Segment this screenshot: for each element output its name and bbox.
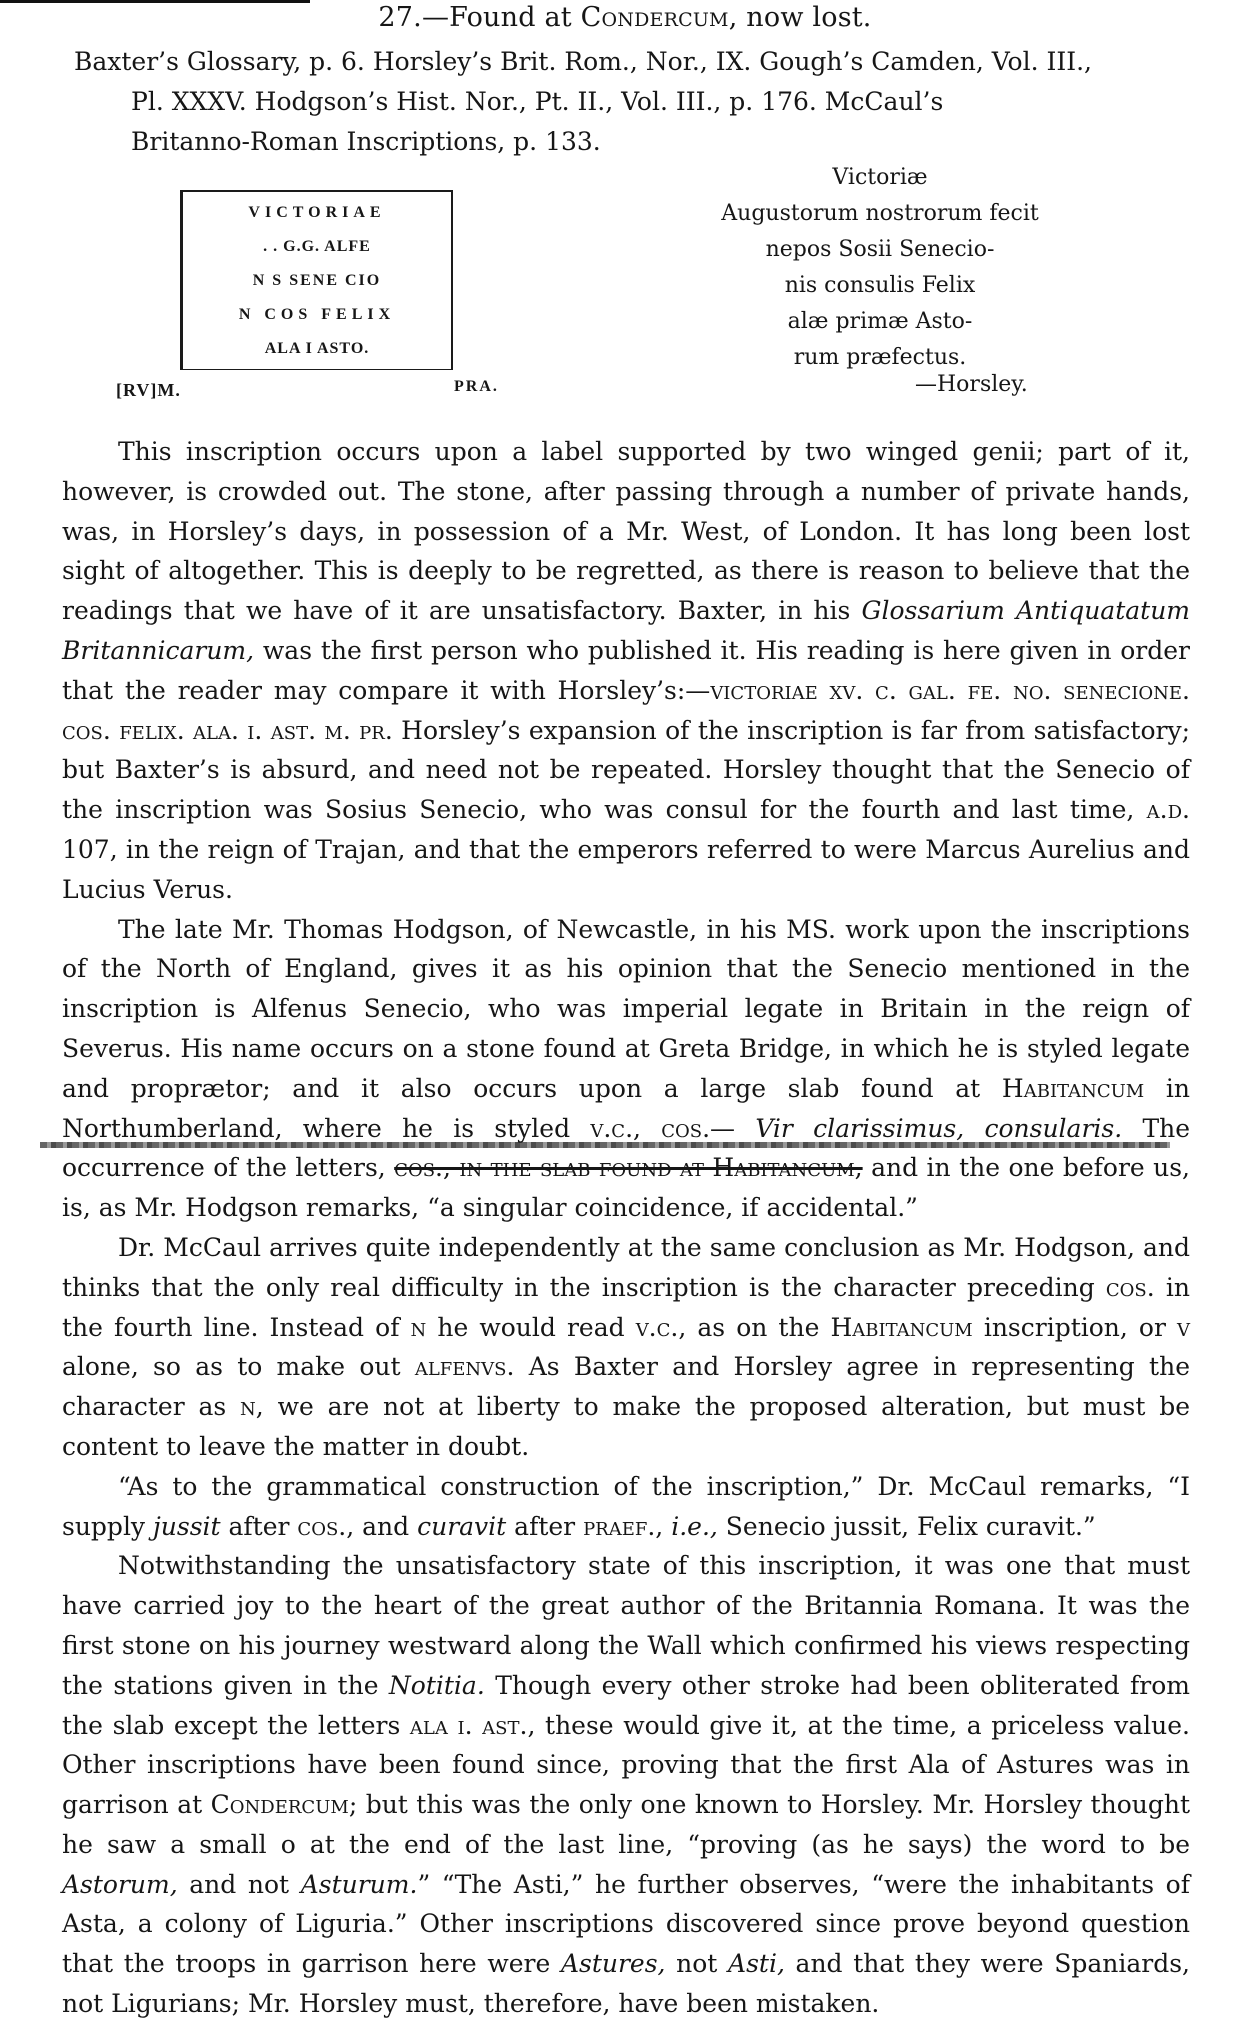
text-run: and in the one before us, is, as Mr. Hodgson remarks, “a singular coincidence, if accidental.” [62,1153,1191,1223]
text-run: The late Mr. Thomas Hodgson, of Newcastle, in his MS. work upon the inscriptions of the North of England, gives it as his opinion that the Senecio mentioned in the inscription is Alfenus Senecio, who was imperial legate in Britain in the reign of Severus. His name occurs on a stone found at Greta Bridge, in which he is styled legate and proprætor; and it also occurs upon a large slab found at [62,914,1190,1103]
text-run: after [220,1511,298,1541]
heading-prefix: —Found at [421,2,581,33]
expansion-credit: —Horsley. [915,372,1028,397]
small-caps-run: n [410,1312,427,1342]
text-run: was the first person who published it. His reading is here given in order that the reader may compare it with Horsley’s:— [62,635,1190,705]
text-run: after [506,1511,584,1541]
small-caps-run: v.c., cos. [590,1113,711,1143]
text-run: alone, so as to make out [62,1352,415,1382]
small-caps-run: cos., [297,1511,355,1541]
text-run: — [710,1113,756,1143]
reference-line: Pl. XXXV. Hodgson’s Hist. Nor., Pt. II., Vol. III., p. 176. McCaul’s [131,87,944,116]
italic-run: Astures, [560,1949,666,1979]
text-run: ; but this was the only one known to Horsley. Mr. Horsley thought he saw a small o at the end of the last line, “proving (as he says) the word to be [62,1790,1190,1859]
text-run: Notwithstanding the unsatisfactory state of this inscription, it was one that must have carried joy to the heart of the great author of the Britannia Romana. It was the first stone on his journey westward along the Wall which confirmed his views respecting the stations given in the [62,1551,1190,1700]
text-run: Dr. McCaul arrives quite independently at the same conclusion as Mr. Hodgson, and thinks that the only real difficulty in the inscription is the character preceding [62,1232,1190,1302]
inscription-line: N S SENE CIO [252,272,382,289]
text-run: Though every other stroke had been obliterated from the slab except the letters [62,1670,1190,1740]
text-run [663,1512,671,1541]
text-run: he would read [426,1312,636,1342]
italic-run: Vir clarissimus, consularis. [755,1113,1123,1143]
heading-place: Condercum [580,2,729,33]
text-run: in the fourth line. Instead of [62,1272,1190,1342]
references [74,42,1184,162]
text-run: ” “The Asti,” he further observes, “were the inhabitants of Asta, a colony of Liguria.” Other inscriptions discovered since prove beyond question that the troops in garrison here were [62,1869,1190,1979]
expansion-line: nis consulis Felix [784,273,976,298]
text-run: Senecio jussit, Felix curavit.” [717,1511,1096,1541]
text-run: and not [177,1869,301,1899]
expansion-line: Augustorum nostrorum fecit [721,201,1039,226]
inscription-box [180,190,453,370]
entry-number: 27. [378,2,422,33]
inscription-below-mid: PRA. [454,378,499,395]
small-caps-run: alfenvs. [414,1352,515,1382]
small-caps-run: ala i. ast., [409,1710,536,1740]
inscription-below-left: [RV]M. [116,380,181,400]
small-caps-run: praef., [583,1511,664,1541]
small-caps-run: Habitancum [1001,1073,1145,1103]
paragraph-1 [62,432,1190,910]
small-caps-run: victoriae xv. c. gal. fe. no. senecione. cos. felix. ala. i. ast. m. pr. [62,675,1191,745]
text-run: we are not at liberty to make the proposed alteration, but must be content to leave the matter in doubt. [62,1392,1190,1461]
italic-run: Notitia. [388,1670,485,1700]
text-run: 107, in the reign of Trajan, and that the emperors referred to were Marcus Aurelius and Lucius Verus. [62,834,1190,904]
text-run: Horsley’s expansion of the inscription is far from satisfactory; but Baxter’s is absurd, and need not be repeated. Horsley thought that the Senecio of the inscription was Sosius Senecio, who was consul for the fourth and last time, [62,715,1190,825]
inscription-line: ALA I ASTO. [264,340,370,357]
italic-run: Astorum, [62,1869,178,1899]
heading-suffix: , now lost. [728,2,872,33]
italic-run: Asturum. [300,1869,418,1899]
italic-run: jussit [153,1511,221,1541]
text-run: not [665,1949,729,1979]
paragraph-5 [62,1546,1190,2024]
small-caps-run: cos. [1105,1272,1155,1302]
text-run: As Baxter and Horsley agree in representing the character as [62,1352,1190,1422]
paragraph-2 [62,910,1190,1228]
expansion-line: alæ primæ Asto- [787,309,973,334]
inscription-expansion [700,160,1060,376]
small-caps-run: Condercum [210,1790,349,1820]
expansion-line: nepos Sosii Senecio- [765,237,995,262]
inscription-line: VICTORIAE [248,204,386,221]
text-run: This inscription occurs upon a label supported by two winged genii; part of it, however, is crowded out. The stone, after passing through a number of private hands, was, in Horsley’s days, in possession of a Mr. West, of London. It has long been lost sight of altogether. This is deeply to be regretted, as there is reason to believe that the readings that we have of it are unsatisfactory. Baxter, in his [62,437,1190,626]
text-run: The occurrence of the letters, [62,1113,1191,1183]
small-caps-run: a.d. [1146,795,1190,825]
small-caps-run: v [1177,1312,1190,1342]
text-run: and that they were Spaniards, not Ligurians; Mr. Horsley must, therefore, have been mistaken. [62,1949,1190,2019]
struck-run: cos., in the slab found at Habitancum, [394,1153,863,1183]
small-caps-run: v.c., [635,1312,687,1342]
text-run: in Northumberland, where he is styled [62,1073,1190,1143]
body-text [62,432,1190,2024]
expansion-line: rum præfectus. [793,345,967,370]
italic-run: Asti, [728,1949,785,1979]
expansion-line: Victoriæ [832,165,928,190]
entry-heading [0,2,1250,33]
italic-run: Glossarium Antiquatatum Britannicarum, [62,596,1191,665]
text-run: and [354,1511,418,1541]
text-run: these would give it, at the time, a priceless value. Other inscriptions have been found since, proving that the first Ala of Astures was in garrison at [62,1710,1190,1820]
paragraph-4 [62,1467,1190,1547]
text-run: as on the [686,1312,831,1342]
inscription-line: . . G.G. ALFE [263,238,371,255]
italic-run: i.e., [671,1511,718,1541]
paragraph-3 [62,1228,1190,1467]
text-run: “As to the grammatical construction of the inscription,” Dr. McCaul remarks, “I supply [62,1471,1190,1541]
text-run: inscription, or [972,1312,1177,1342]
reference-line: Baxter’s Glossary, p. 6. Horsley’s Brit. Rom., Nor., IX. Gough’s Camden, Vol. III., [74,47,1093,76]
small-caps-run: Habitancum [830,1312,973,1342]
italic-run: curavit [417,1511,507,1541]
reference-line: Britanno-Roman Inscriptions, p. 133. [131,127,601,156]
small-caps-run: n, [240,1392,264,1422]
inscription-line: N COS FELIX [238,306,396,323]
